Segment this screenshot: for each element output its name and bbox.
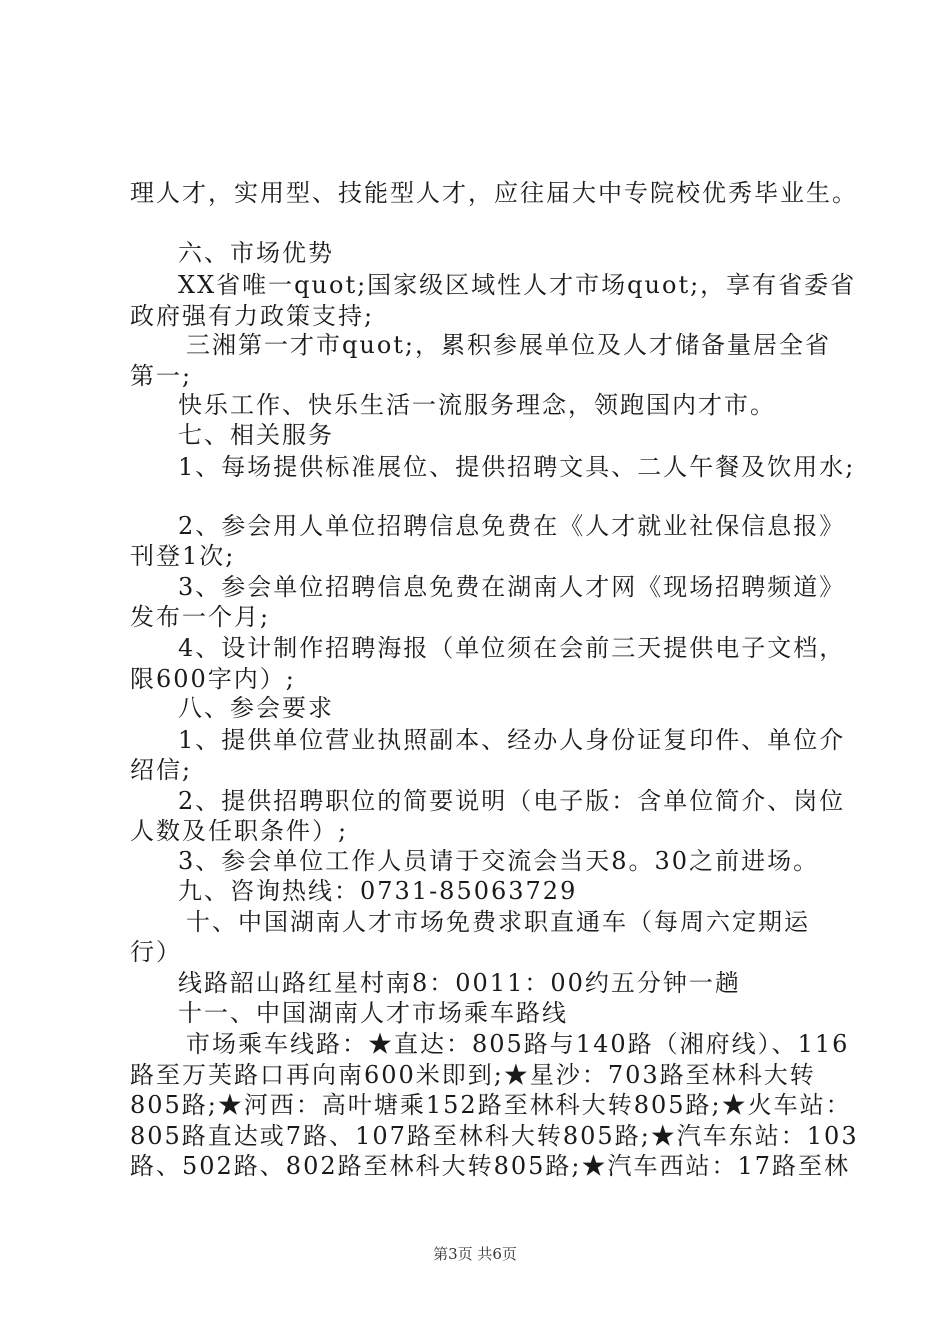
section-heading: 八、参会要求	[178, 694, 334, 722]
text-line: 理人才，实用型、技能型人才，应往届大中专院校优秀毕业生。	[130, 179, 858, 207]
text-line: 路、502路、802路至林科大转805路;★汽车西站：17路至林	[130, 1152, 851, 1180]
text-line: 限600字内）;	[130, 665, 296, 693]
text-line: 快乐工作、快乐生活一流服务理念，领跑国内才市。	[178, 391, 776, 419]
text-line: 刊登1次;	[130, 542, 236, 570]
text-line: 3、参会单位工作人员请于交流会当天8。30之前进场。	[178, 847, 820, 875]
text-line: 3、参会单位招聘信息免费在湖南人才网《现场招聘频道》	[178, 573, 846, 601]
text-line: XX省唯一quot;国家级区域性人才市场quot;，享有省委省	[178, 271, 857, 299]
text-line: 三湘第一才市quot;，累积参展单位及人才储备量居全省	[186, 331, 831, 359]
text-line: 线路韶山路红星村南8：0011：00约五分钟一趟	[178, 969, 741, 997]
section-heading: 九、咨询热线：0731-85063729	[178, 877, 578, 905]
text-line: 2、提供招聘职位的简要说明（电子版：含单位简介、岗位	[178, 787, 846, 815]
text-line: 805路;★河西：高叶塘乘152路至林科大转805路;★火车站：	[130, 1091, 852, 1119]
page-footer: 第3页 共6页	[433, 1245, 517, 1263]
section-heading: 十一、中国湖南人才市场乘车路线	[178, 999, 568, 1027]
text-line: 行）	[130, 938, 182, 966]
text-line: 政府强有力政策支持;	[130, 302, 375, 330]
text-line: 发布一个月;	[130, 603, 271, 631]
section-heading: 十、中国湖南人才市场免费求职直通车（每周六定期运	[186, 908, 810, 936]
text-line: 市场乘车线路：★直达：805路与140路（湘府线）、116	[186, 1030, 850, 1058]
text-line: 805路直达或7路、107路至林科大转805路;★汽车东站：103	[130, 1122, 859, 1150]
text-line: 人数及任职条件）;	[130, 817, 349, 845]
section-heading: 七、相关服务	[178, 421, 334, 449]
text-line: 绍信;	[130, 756, 193, 784]
text-line: 1、每场提供标准展位、提供招聘文具、二人午餐及饮用水;	[178, 453, 856, 481]
text-line: 第一;	[130, 362, 193, 390]
text-line: 路至万芙路口再向南600米即到;★星沙：703路至林科大转	[130, 1061, 816, 1089]
text-line: 2、参会用人单位招聘信息免费在《人才就业社保信息报》	[178, 512, 846, 540]
text-line: 4、设计制作招聘海报（单位须在会前三天提供电子文档，	[178, 634, 846, 662]
text-line: 1、提供单位营业执照副本、经办人身份证复印件、单位介	[178, 726, 846, 754]
section-heading: 六、市场优势	[178, 239, 334, 267]
